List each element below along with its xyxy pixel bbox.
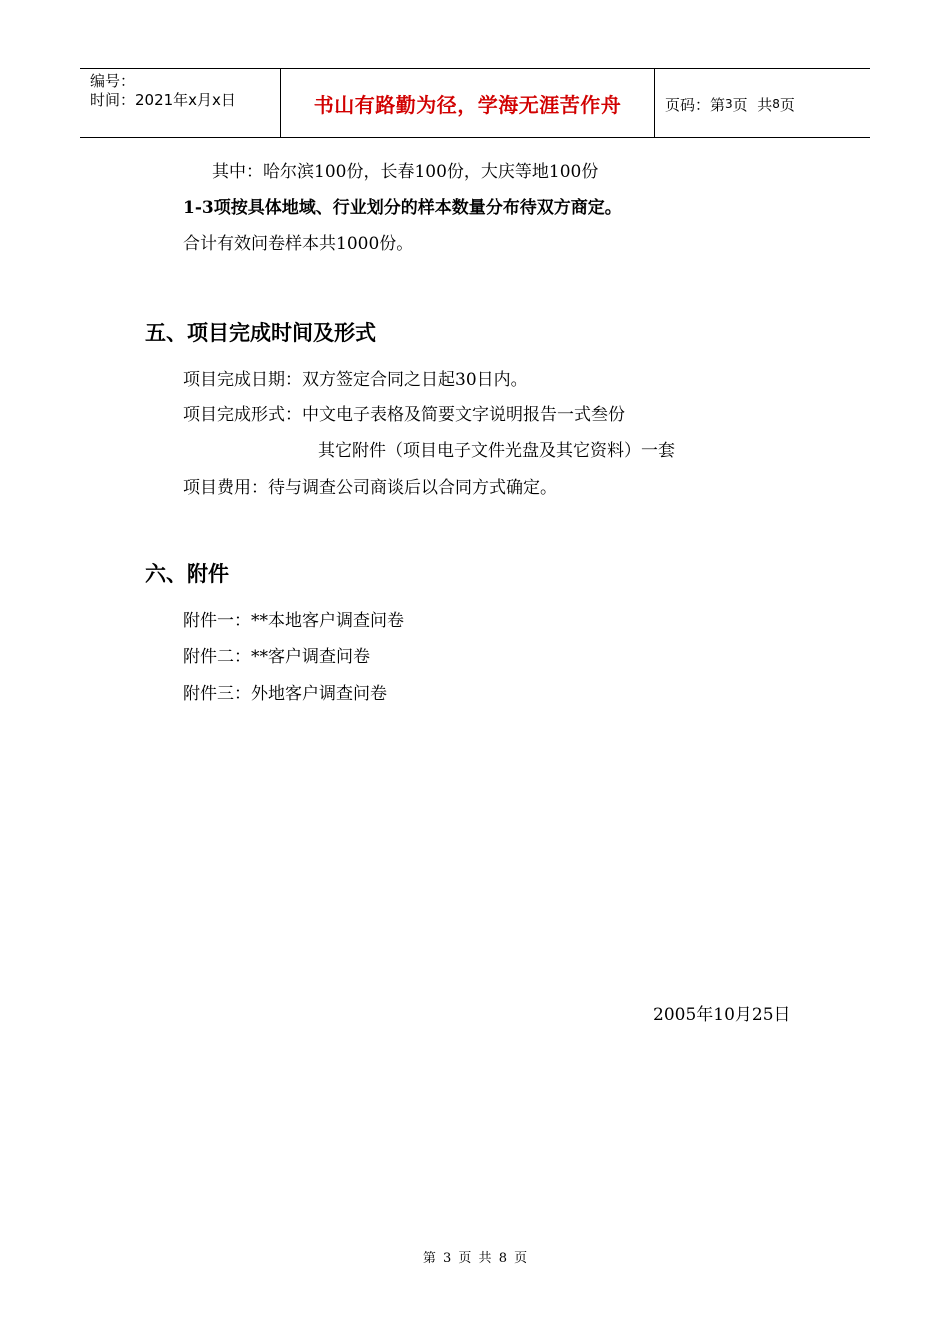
total-samples-line: 合计有效问卷样本共1000份。 bbox=[183, 234, 414, 254]
header-page-mid: 页 共 bbox=[732, 95, 773, 114]
distribution-note: 1-3项按具体地域、行业划分的样本数量分布待双方商定。 bbox=[183, 198, 622, 218]
header-page-number bbox=[655, 69, 870, 137]
project-cost-line: 项目费用：待与调查公司商谈后以合同方式确定。 bbox=[183, 478, 557, 498]
header-page-prefix: 页码：第 bbox=[665, 95, 726, 114]
header-number-label: 编号： bbox=[90, 72, 136, 90]
header-motto: 书山有路勤为径，学海无涯苦作舟 bbox=[281, 69, 655, 137]
completion-date-line: 项目完成日期：双方签定合同之日起30日内。 bbox=[183, 370, 528, 390]
header-time-label: 时间：2021年x月x日 bbox=[90, 91, 236, 109]
document-date: 2005年10月25日 bbox=[653, 1005, 791, 1025]
header-info-cell bbox=[80, 69, 281, 137]
appendix-item: 附件二：**客户调查问卷 bbox=[183, 647, 370, 667]
sample-distribution-line: 其中：哈尔滨100份，长春100份，大庆等地100份 bbox=[212, 162, 599, 182]
appendix-item: 附件三：外地客户调查问卷 bbox=[183, 684, 387, 704]
header-page-current: 3 bbox=[725, 97, 733, 111]
appendix-item: 附件一：**本地客户调查问卷 bbox=[183, 611, 404, 631]
header-page-suffix: 页 bbox=[779, 95, 795, 114]
completion-form-line: 项目完成形式：中文电子表格及简要文字说明报告一式叁份 bbox=[183, 405, 625, 425]
page-footer: 第 3 页 共 8 页 bbox=[422, 1251, 528, 1266]
attachments-line: 其它附件（项目电子文件光盘及其它资料）一套 bbox=[318, 441, 675, 461]
header-page-total: 8 bbox=[772, 97, 780, 111]
section-6-heading: 六、附件 bbox=[145, 562, 229, 586]
page-header bbox=[80, 68, 870, 138]
section-5-heading: 五、项目完成时间及形式 bbox=[145, 321, 376, 345]
